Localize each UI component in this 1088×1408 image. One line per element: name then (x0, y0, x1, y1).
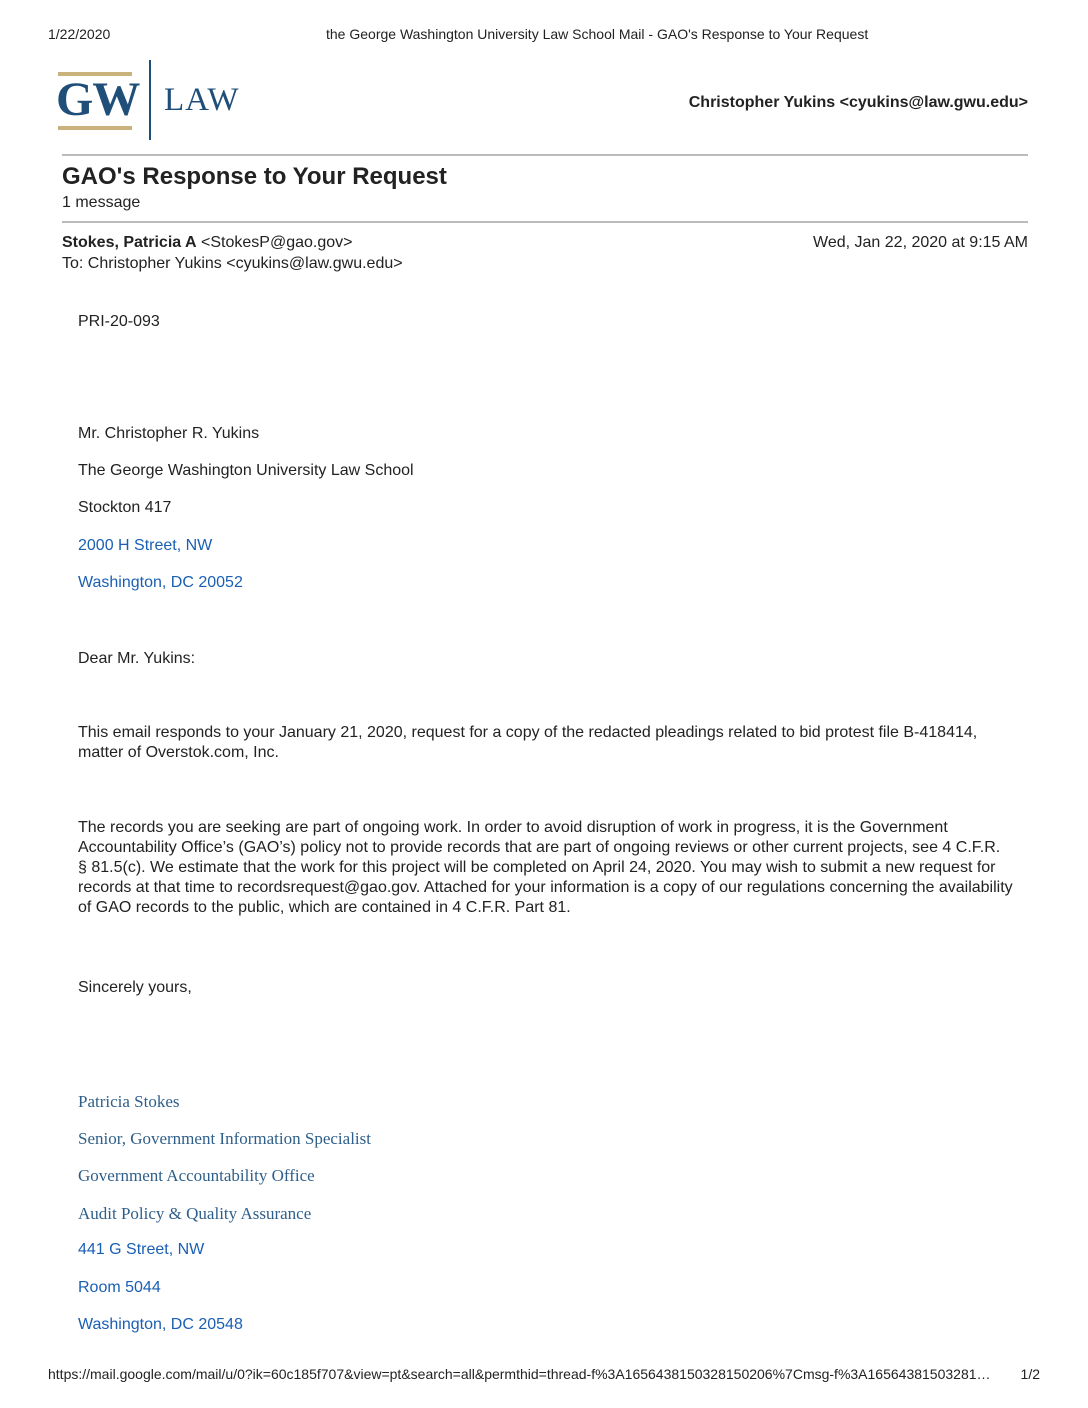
salutation: Dear Mr. Yukins: (78, 650, 196, 667)
logo-gw-text: GW (56, 73, 140, 126)
logo-gold-bar-bottom (58, 126, 132, 130)
signature-org: Government Accountability Office (78, 1166, 315, 1185)
message-sender (62, 234, 352, 252)
paragraph-request: This email responds to your January 21, 2020, request for a copy of the redacted pleadings related to bid protest file B-418414, matter of Overstok.com, Inc. (78, 724, 978, 761)
signature-title: Senior, Government Information Specialist (78, 1129, 371, 1148)
print-date: 1/22/2020 (48, 26, 111, 42)
signature-unit: Audit Policy & Quality Assurance (78, 1204, 312, 1223)
print-footer-url: https://mail.google.com/mail/u/0?ik=60c185f707&view=pt&search=all&permthid=thread-f%3A1656438150328150206%7Cmsg-f%3A16564381503281… (48, 1366, 991, 1382)
message-date: Wed, Jan 22, 2020 at 9:15 AM (813, 234, 1028, 251)
address-building: Stockton 417 (78, 499, 172, 516)
signature-name: Patricia Stokes (78, 1092, 180, 1111)
message-count: 1 message (62, 194, 141, 211)
subject-divider (62, 221, 1028, 223)
address-city-link[interactable]: Washington, DC 20052 (78, 574, 243, 591)
address-school: The George Washington University Law School (78, 462, 414, 479)
signature-city-link[interactable]: Washington, DC 20548 (78, 1316, 243, 1333)
logo-divider (149, 60, 151, 140)
sender-name: Stokes, Patricia A (62, 234, 197, 251)
message-recipient: To: Christopher Yukins <cyukins@law.gwu.edu> (62, 255, 403, 272)
gw-law-logo (56, 60, 246, 142)
closing: Sincerely yours, (78, 979, 192, 996)
sender-email: <StokesP@gao.gov> (201, 234, 353, 251)
reference-number: PRI-20-093 (78, 313, 160, 330)
account-identity: Christopher Yukins <cyukins@law.gwu.edu> (688, 94, 1028, 111)
print-title: the George Washington University Law School Mail - GAO's Response to Your Request (326, 26, 869, 42)
signature-room-link[interactable]: Room 5044 (78, 1279, 161, 1296)
address-street-link[interactable]: 2000 H Street, NW (78, 537, 213, 554)
header-divider (62, 154, 1028, 156)
print-page-number: 1/2 (1020, 1366, 1040, 1382)
paragraph-records: The records you are seeking are part of ongoing work. In order to avoid disruption of work in progress, it is the Government Accountability Office’s (GAO’s) policy not to provide records that are part of ongoing reviews or other current projects, see 4 C.F.R. § 81.5(c). We estimate that the work for this project will be completed on April 24, 2020. You may wish to submit a new request for records at that time to recordsrequest@gao.gov. Attached for your information is a copy of our regulations concerning the availability of GAO records to the public, which are contained in 4 C.F.R. Part 81. (78, 819, 1013, 916)
address-name: Mr. Christopher R. Yukins (78, 425, 260, 442)
thread-subject: GAO's Response to Your Request (62, 163, 447, 190)
signature-street-link[interactable]: 441 G Street, NW (78, 1241, 205, 1258)
logo-law-text: LAW (164, 82, 240, 118)
